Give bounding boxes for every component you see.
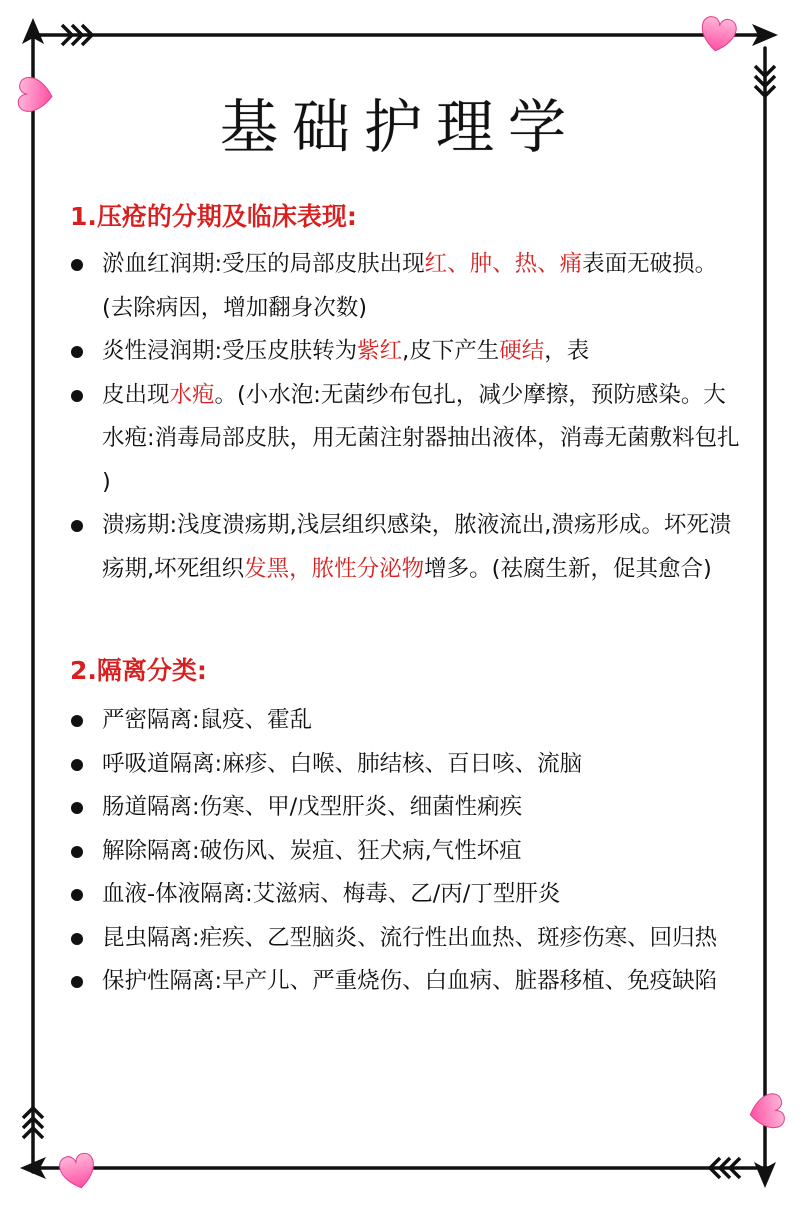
- item-text: ,皮下产生: [402, 338, 500, 364]
- list-item: 严密隔离:鼠疫、霍乱: [70, 699, 740, 743]
- list-item: [70, 374, 740, 505]
- highlight-text: 水疱: [169, 381, 215, 408]
- isolation-list: [70, 699, 740, 1004]
- item-text: 溃疡期:浅度溃疡期,浅层组织感染，脓液流出,溃疡形成。坏死溃疡期,坏死组织: [102, 512, 732, 582]
- list-item: 血液-体液隔离:艾滋病、梅毒、乙/丙/丁型肝炎: [70, 873, 740, 917]
- heart-icon: [58, 1152, 98, 1191]
- highlight-text: 硬结: [499, 338, 545, 364]
- list-item: 保护性隔离:早产儿、严重烧伤、白血病、脏器移植、免疫缺陷: [70, 960, 740, 1004]
- list-item: [70, 330, 740, 374]
- item-text: 炎性浸润期:受压皮肤转为: [102, 338, 358, 364]
- heart-icon: [747, 1092, 786, 1131]
- list-item: 呼吸道隔离:麻疹、白喉、肺结核、百日咳、流脑: [70, 743, 740, 787]
- highlight-text: 紫红: [357, 338, 403, 364]
- item-text: ，表: [544, 338, 590, 364]
- list-item: [70, 504, 740, 591]
- list-item: 肠道隔离:伤寒、甲/戊型肝炎、细菌性痢疾: [70, 786, 740, 830]
- item-text: 皮出现: [102, 381, 170, 408]
- item-text: 。(小水泡:无菌纱布包扎，减少摩擦，预防感染。大水疱:消毒局部皮肤，用无菌注射器抽出液体，消毒无菌敷料包扎 ): [102, 381, 740, 495]
- highlight-text: 发黑，脓性分泌物: [244, 555, 425, 582]
- page-title: 基础护理学: [219, 93, 580, 161]
- item-text: 表面无破损。(去除病因，增加翻身次数): [102, 251, 718, 321]
- list-item: [70, 243, 740, 330]
- highlight-text: 红、肿、热、痛: [424, 251, 583, 277]
- main-content: [70, 195, 740, 1004]
- pressure-ulcer-list: [70, 243, 740, 591]
- heart-icon: [698, 15, 737, 54]
- list-item: 解除隔离:破伤风、炭疽、狂犬病,气性坏疽: [70, 830, 740, 874]
- section-heading: 1.压疮的分期及临床表现:: [70, 202, 357, 231]
- item-text: 淤血红润期:受压的局部皮肤出现: [102, 251, 425, 277]
- section-heading: 2.隔离分类:: [70, 656, 207, 685]
- item-text: 增多。(祛腐生新，促其愈合): [424, 555, 712, 582]
- list-item: 昆虫隔离:疟疾、乙型脑炎、流行性出血热、斑疹伤寒、回归热: [70, 917, 740, 961]
